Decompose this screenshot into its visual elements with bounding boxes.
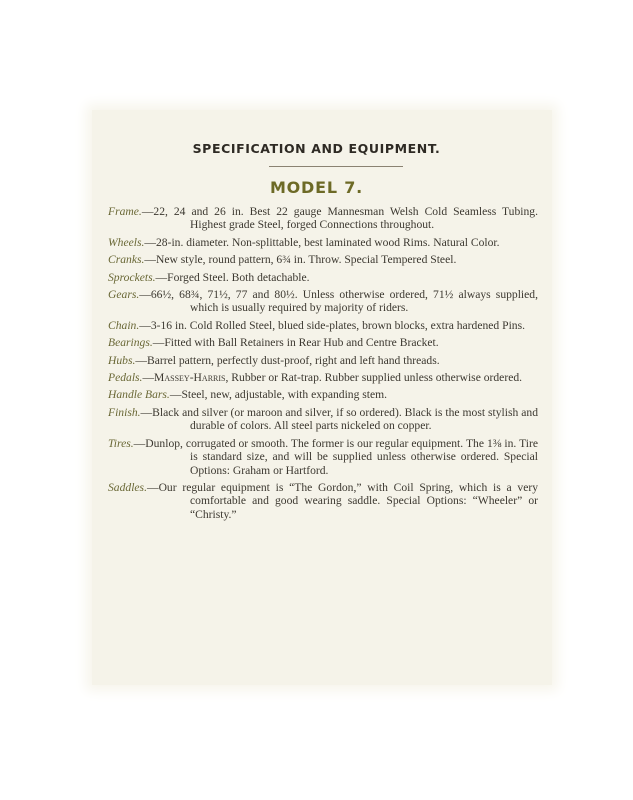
spec-cranks: [108, 253, 538, 266]
spec-term: Frame.: [108, 205, 142, 218]
spec-bearings: [108, 336, 538, 349]
model-title: MODEL 7.: [269, 178, 364, 197]
spec-frame: [108, 205, 538, 232]
spec-text: Steel, new, adjustable, with expanding stem.: [181, 388, 388, 402]
spec-tires: [108, 437, 538, 477]
spec-term: Hubs.: [108, 353, 136, 367]
spec-text: Black and silver (or maroon and silver, if so ordered). Black is the most stylish and durable of colors. All steel parts nickeled on copper.: [152, 405, 538, 433]
spec-sprockets: [108, 271, 538, 284]
spec-dash: —: [144, 235, 156, 249]
spec-term: Chain.: [108, 318, 140, 332]
spec-dash: —: [140, 405, 153, 419]
spec-term: Wheels.: [108, 235, 145, 249]
spec-term: Handle Bars.: [108, 388, 170, 402]
spec-text: Barrel pattern, perfectly dust-proof, right and left hand threads.: [146, 353, 440, 367]
spec-brand: Massey-Harris: [154, 371, 226, 385]
spec-saddles: [108, 481, 538, 521]
spec-hubs: [108, 354, 538, 367]
spec-dash: —: [133, 436, 146, 450]
spec-text: 3-16 in. Cold Rolled Steel, blued side-plates, brown blocks, extra hardened Pins.: [150, 318, 525, 332]
spec-term: Tires.: [108, 436, 134, 450]
spec-term: Finish.: [108, 405, 141, 419]
spec-dash: —: [144, 253, 156, 267]
page-heading: SPECIFICATION AND EQUIPMENT.: [192, 141, 441, 156]
spec-dash: —: [152, 336, 165, 350]
spec-text: , Rubber or Rat-trap. Rubber supplied unless otherwise ordered.: [225, 371, 523, 385]
spec-dash: —: [135, 353, 147, 367]
heading-divider: [269, 166, 403, 167]
spec-text: New style, round pattern, 6¾ in. Throw. Special Tempered Steel.: [156, 253, 457, 267]
specification-list: [108, 205, 538, 525]
spec-text: Forged Steel. Both detachable.: [167, 270, 310, 284]
spec-text: Dunlop, corrugated or smooth. The former is our regular equipment. The 1⅜ in. Tire is standard size, and will be supplied unless otherwise ordered. Special Options: Graham or Hartford.: [145, 436, 538, 477]
spec-finish: [108, 406, 538, 433]
spec-dash: —: [141, 205, 154, 218]
spec-text: 22, 24 and 26 in. Best 22 gauge Mannesman Welsh Cold Seamless Tubing. Highest grade Steel, forged Connections throughout.: [153, 205, 538, 232]
spec-term: Gears.: [108, 288, 140, 302]
spec-text: Our regular equipment is “The Gordon,” with Coil Spring, which is a very comfortable and good wearing saddle. Special Options: “Wheeler” or “Christy.”: [158, 480, 538, 521]
spec-dash: —: [146, 480, 159, 494]
spec-dash: —: [169, 388, 182, 402]
spec-term: Saddles.: [108, 480, 147, 494]
spec-text: Fitted with Ball Retainers in Rear Hub and Centre Bracket.: [164, 336, 439, 350]
spec-dash: —: [155, 270, 168, 284]
spec-pedals: [108, 371, 538, 384]
spec-term: Cranks.: [108, 253, 145, 267]
spec-wheels: [108, 236, 538, 249]
spec-text: 66½, 68¾, 71½, 77 and 80½. Unless otherwise ordered, 71½ always supplied, which is usually required by majority of riders.: [150, 288, 538, 315]
spec-dash: —: [139, 318, 151, 332]
spec-term: Sprockets.: [108, 270, 156, 284]
spec-text: 28-in. diameter. Non-splittable, best laminated wood Rims. Natural Color.: [155, 235, 500, 249]
spec-dash: —: [142, 371, 155, 385]
spec-term: Bearings.: [108, 336, 153, 350]
spec-handle-bars: [108, 388, 538, 401]
spec-chain: [108, 319, 538, 332]
spec-gears: [108, 288, 538, 315]
spec-term: Pedals.: [108, 371, 143, 385]
spec-dash: —: [139, 288, 151, 302]
